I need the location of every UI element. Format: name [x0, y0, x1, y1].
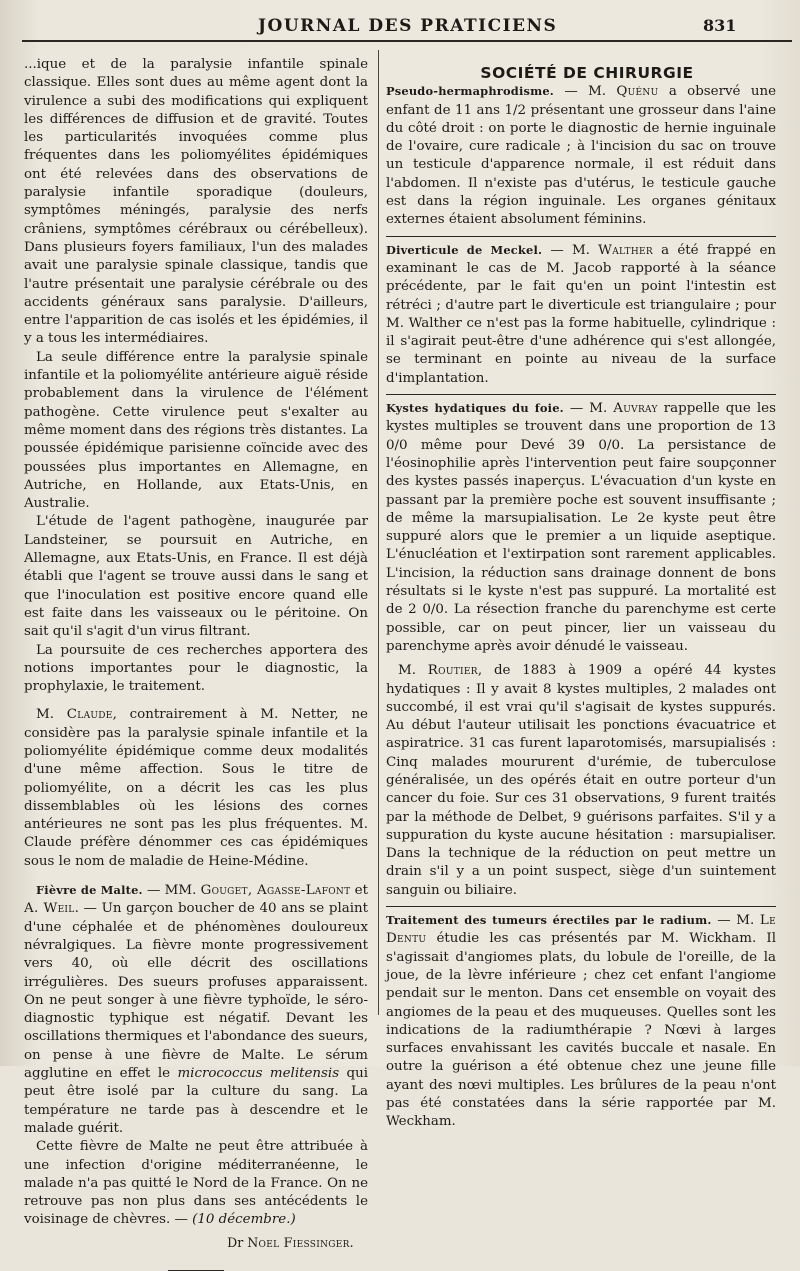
- text-run: — M.: [553, 84, 617, 100]
- article-separator: [386, 236, 776, 237]
- text-run: qui peut être isolé par la culture du sang. La température ne tarde pas à descendre et le malade guérit.: [24, 1066, 368, 1136]
- author-name: Claude: [66, 707, 113, 723]
- text-run: , de 1883 à 1909 a opéré 44 kystes hydatiques : Il y avait 8 kystes multiples, 2 malades ont succombé, il est vrai qu'il s'agisait de kystes suppurés. Au début l'auteur utilisait les ponctions évacuatrice et aspiratrice. 31 cas furent laparotomisés, marsupialisés : Cinq malades moururent d'urémie, de tuberculose généralisée, un des opérés était en outre porteur d'un cancer du foie. Sur ces 31 observations, 9 furent traités par la méthode de Delbet, 9 guérisons parfaites. S'il y a suppuration du kyste aucune hésitation : marsupialiser. Dans la technique de la réduction on peut mettre un drain s'il y a un point suspect, siège d'un suintement sanguin ou biliaire.: [386, 663, 776, 898]
- paragraph: [24, 1138, 368, 1229]
- article-paragraph: [386, 82, 776, 229]
- paragraph: La poursuite de ces recherches apportera des notions importantes pour le diagnostic, la prophylaxie, le traitement.: [24, 642, 368, 695]
- paragraph: L'étude de l'agent pathogène, inaugurée par Landsteiner, se poursuit en Autriche, en Allemagne, aux Etats-Unis, en France. Il est déjà établi que l'agent se trouve aussi dans le sang et que l'inoculation est positive encore quand elle est faite dans les vaisseaux ou le péritoine. On sait qu'il s'agit d'un virus filtrant.: [24, 514, 368, 640]
- text-run: a observé une enfant de 11 ans 1/2 présentant une grosseur dans l'aine du côté droit : on porte le diagnostic de hernie inguinale de l'ovaire, cure radicale ; à l'incision du sac on trouve un testicule d'apparence normale, il est réduit dans l'abdomen. Il n'existe pas d'utérus, le testicule gauche est dans la région inguinale. Les organes génitaux externes étaient absolument féminins.: [386, 84, 776, 228]
- article-paragraph: [386, 911, 776, 1132]
- author-name: A. Weil: [24, 901, 75, 917]
- text-run: — M.: [563, 401, 614, 417]
- page-number: 831: [703, 16, 737, 35]
- text-run: — MM.: [142, 883, 201, 899]
- article-separator: [386, 906, 776, 907]
- article-rubric: Kystes hydatiques du foie.: [386, 401, 564, 416]
- article-separator: [386, 394, 776, 395]
- journal-title: JOURNAL DES PRATICIENS: [258, 16, 558, 36]
- text-run: rappelle que les kystes multiples se trouvent dans une proportion de 13 0/0 même pour Devé 39 0/0. La persistance de l'éosinophilie après l'intervention peut faire soupçonner des kystes passés inaperçus. L'évacuation d'un kyste en passant par la première poche est souvent insuffisante ; de même la marsupialisation. Le 2e kyste peut être suppuré alors que le premier a un liquide aseptique. L'énucléation et l'extirpation sont rarement applicables. L'incision, la réduction sans drainage donnent de bons résultats si le kyste n'est pas suppuré. La mortalité est de 2 0/0. La résection franche du parenchyme est certe possible, car on peut pincer, lier un vaisseau du parenchyme après avoir dénudé le vaisseau.: [386, 401, 776, 654]
- left-column: [24, 56, 368, 1271]
- article-paragraph: [386, 662, 776, 900]
- article-rubric: Fièvre de Malte.: [36, 883, 143, 898]
- text-run: . — Un garçon boucher de 40 ans se plaint d'une céphalée et de phénomènes douloureux névralgiques. La fièvre monte progressivement vers 40, où elle décrit des oscillations irrégulières. Des sueurs profuses apparaissent. On ne peut songer à une fièvre typhoïde, le séro-diagnostic typhique est négatif. Devant les oscillations thermiques et l'abondance des sueurs, on pense à une fièvre de Malte. Le sérum agglutine en effet le: [24, 901, 368, 1082]
- text-run: — M.: [711, 913, 760, 929]
- fievre-paragraph: [24, 881, 368, 1138]
- author-name: Routier: [427, 663, 478, 679]
- author-name: Auvray: [613, 401, 658, 417]
- signature: [24, 1234, 368, 1252]
- right-column: [386, 64, 776, 1132]
- article-paragraph: [386, 399, 776, 656]
- author-name: Quénu: [616, 84, 659, 100]
- article-rubric: Traitement des tumeurs érectiles par le radium.: [386, 913, 712, 928]
- text-run: M.: [36, 707, 67, 723]
- page-header: [0, 12, 800, 38]
- date: (10 décembre.): [192, 1212, 296, 1228]
- author-name: Walther: [598, 242, 653, 258]
- text-run: Dr: [227, 1234, 248, 1250]
- text-run: Cette fièvre de Malte ne peut être attribuée à une infection d'origine méditerranéenne, le malade n'a pas quitté le Nord de la France. On ne retrouve pas non plus dans ses antécédents le voisinage de chèvres. —: [24, 1139, 368, 1228]
- column-divider: [378, 50, 379, 1015]
- text-run: — M.: [542, 242, 599, 258]
- article-rubric: Diverticule de Meckel.: [386, 242, 543, 257]
- claude-paragraph: [24, 706, 368, 871]
- author-name: Le Dentu: [386, 913, 776, 947]
- paragraph: La seule différence entre la paralysie spinale infantile et la poliomyélite antérieure aiguë réside probablement dans la virulence de l'élément pathogène. Cette virulence peut s'exalter au même moment dans des régions très distantes. La poussée épidémique parisienne coïncide avec des poussées plus importantes en Allemagne, en Autriche, en Hollande, aux Etats-Unis, en Australie.: [24, 349, 368, 512]
- text-run: et: [350, 883, 368, 899]
- article-rubric: Pseudo-hermaphrodisme.: [386, 84, 554, 99]
- text-run: M.: [398, 663, 428, 679]
- signature-name: Noel Fiessinger.: [247, 1234, 354, 1250]
- article-paragraph: [386, 241, 776, 388]
- text-run: , contrairement à M. Netter, ne considère pas la paralysie spinale infantile et la poliomyélite épidémique comme deux modalités d'une même affection. Sous le titre de poliomyélite, on a décrit les cas les plus dissemblables où les lésions des cornes antérieures ne sont pas les plus fréquentes. M. Claude préfère dénommer ces cas épidémiques sous le nom de maladie de Heine-Médine.: [24, 707, 368, 869]
- italic-term: micrococcus melitensis: [177, 1066, 340, 1082]
- text-run: a été frappé en examinant le cas de M. Jacob rapporté à la séance précédente, par le fait qu'en un point l'intestin est rétréci ; d'autre part le diverticule est triangulaire ; pour M. Walther ce n'est pas la forme habituelle, cylindrique : il s'agirait peut-être d'une adhérence qui s'est allongée, se terminant en pointe au niveau de la surface d'implantation.: [386, 242, 776, 386]
- paragraph: ...ique et de la paralysie infantile spinale classique. Elles sont dues au même agent dont la virulence a subi des modifications qui expliquent les différences de diffusion et de gravité. Toutes les particularités invoquées comme plus fréquentes dans les poliomyélites épidémiques ont été relevées dans des observations de paralysie infantile sporadique (douleurs, symptômes méningés, paralysie des nerfs crâniens, symptômes cérébraux ou cérébelleux). Dans plusieurs foyers familiaux, l'un des malades avait une paralysie spinale classique, tandis que l'autre présentait une paralysie cérébrale ou des accidents généraux sans paralysie. D'ailleurs, entre l'apparition de cas isolés et les épidémies, il y a tous les intermédiaires.: [24, 57, 368, 347]
- header-rule: [22, 40, 792, 42]
- section-title: SOCIÉTÉ DE CHIRURGIE: [480, 64, 694, 82]
- text-run: étudie les cas présentés par M. Wickham. Il s'agissait d'angiomes plats, du lobule de l'oreille, de la joue, de la lèvre inférieure ; chez cet enfant l'angiome pendait sur le menton. Dans cet ensemble on voyait des angiomes de la peau et des muqueuses. Quelles sont les indications de la radiumthérapie ? Nœvi à larges surfaces envahissant les cavités buccale et nasale. En outre la guérison a été obtenue chez une jeune fille ayant des nœvi multiples. Les brûlures de la peau n'ont pas été constatées dans la série rapportée par M. Weckham.: [386, 931, 776, 1130]
- author-name: Gouget, Agasse-Lafont: [200, 883, 351, 899]
